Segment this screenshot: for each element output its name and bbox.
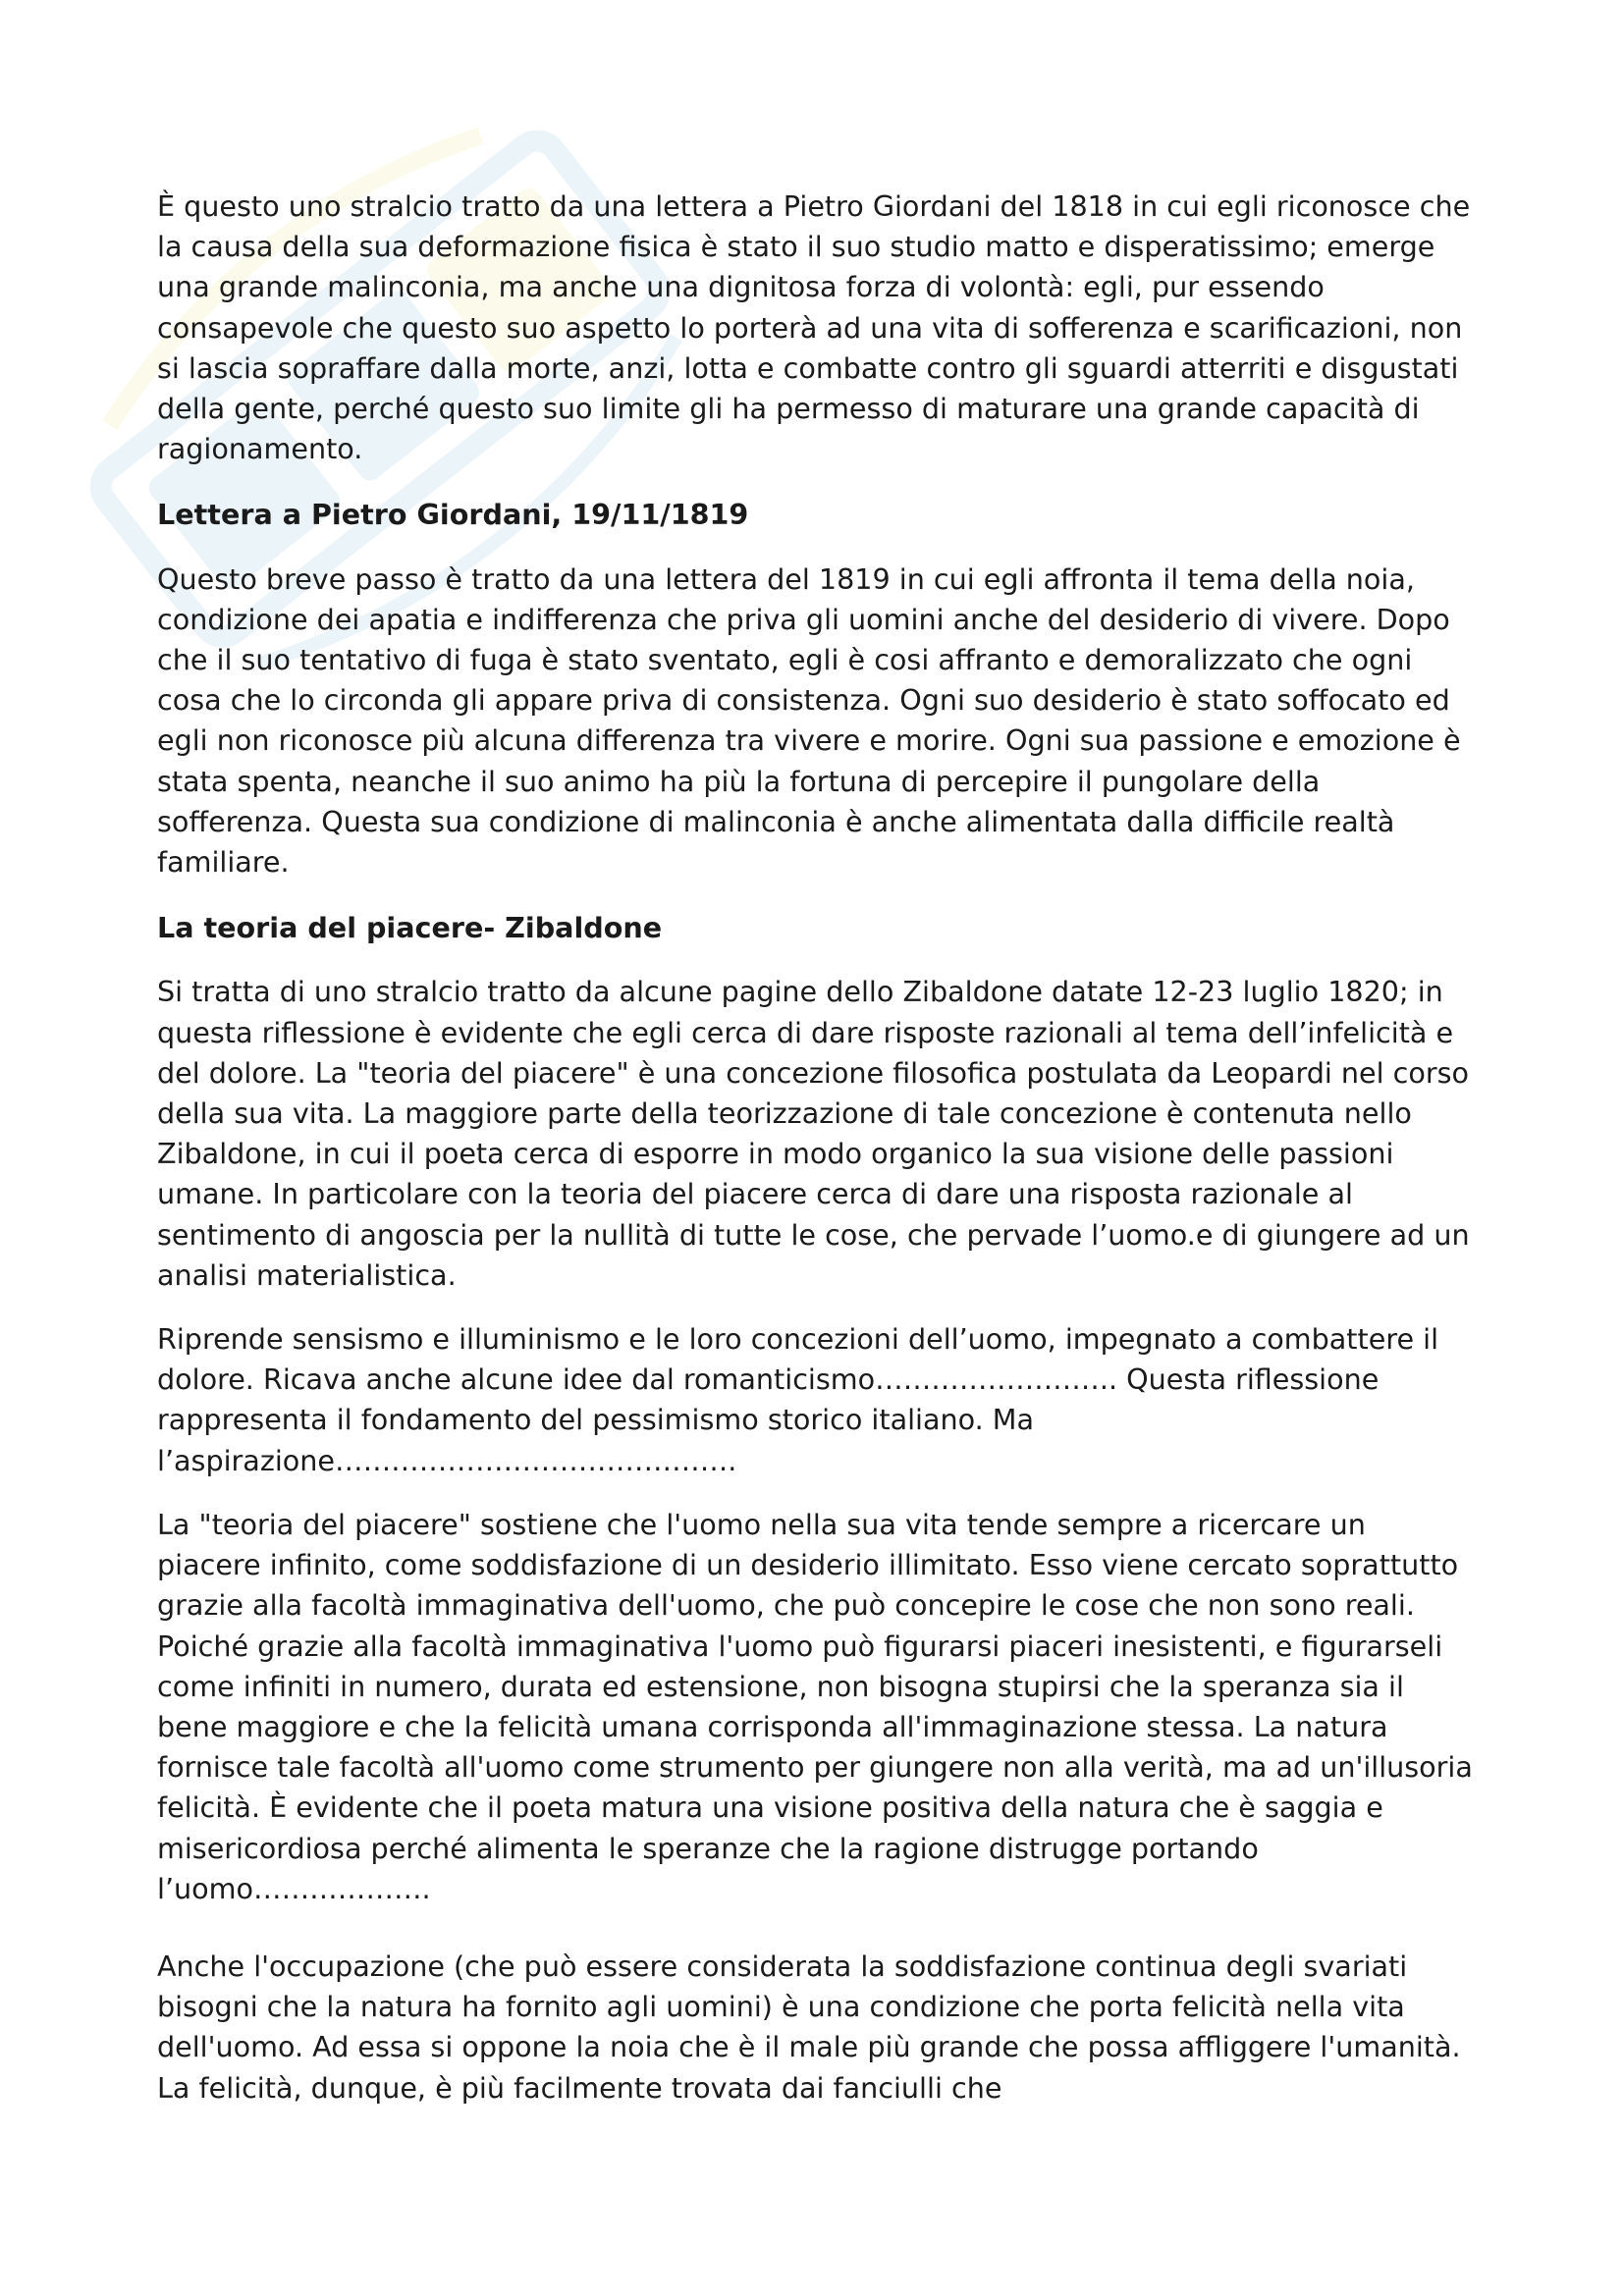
paragraph-zibaldone: Si tratta di uno stralcio tratto da alcune pagine dello Zibaldone datate 12-23 luglio 1820; in questa riflessione è evidente che egli cerca di dare risposte razionali al tema dell’infelicità e del dolore. La "teoria del piacere" è una concezione filosofica postulata da Leopardi nel corso della sua vita. La maggiore parte della teorizzazione di tale concezione è contenuta nello Zibaldone, in cui il poeta cerca di esporre in modo organico la sua visione delle passioni umane. In particolare con la teoria del piacere cerca di dare una risposta razionale al sentimento di angoscia per la nullità di tutte le cose, che pervade l’uomo.e di giungere ad un analisi materialistica. [157, 975, 1470, 1292]
heading-teoria-piacere: La teoria del piacere- Zibaldone [157, 911, 663, 945]
heading-lettera-giordani: Lettera a Pietro Giordani, 19/11/1819 [157, 498, 749, 532]
paragraph-noia: Questo breve passo è tratto da una lettera del 1819 in cui egli affronta il tema della noia, condizione dei apatia e indifferenza che priva gli uomini anche del desiderio di vivere. Dopo che il suo tentativo di fuga è stato sventato, egli è cosi affranto e demoralizzato che ogni cosa che lo circonda gli appare priva di consistenza. Ogni suo desiderio è stato soffocato ed egli non riconosce più alcuna differenza tra vivere e morire. Ogni sua passione e emozione è stata spenta, neanche il suo animo ha più la fortuna di percepire il pungolare della sofferenza. Questa sua condizione di malinconia è anche alimentata dalla difficile realtà familiare. [157, 561, 1461, 880]
paragraph-sensismo: Riprende sensismo e illuminismo e le loro concezioni dell’uomo, impegnato a combattere il dolore. Ricava anche alcune idee dal romanticismo…………………….. Questa riflessione rappresenta il fondamento del pessimismo storico italiano. Ma l’aspirazione……………………………………. [157, 1322, 1439, 1477]
paragraph-teoria: La "teoria del piacere" sostiene che l'uomo nella sua vita tende sempre a ricercare un piacere infinito, come soddisfazione di un desiderio illimitato. Esso viene cercato soprattutto grazie alla facoltà immaginativa dell'uomo, che può concepire le cose che non sono reali. Poiché grazie alla facoltà immaginativa l'uomo può figurarsi piaceri inesistenti, e figurarseli come infiniti in numero, durata ed estensione, non bisogna stupirsi che la speranza sia il bene maggiore e che la felicità umana corrisponda all'immaginazione stessa. La natura fornisce tale facoltà all'uomo come strumento per giungere non alla verità, ma ad un'illusoria felicità. È evidente che il poeta matura una visione positiva della natura che è saggia e misericordiosa perché alimenta le speranze che la ragione distrugge portando l’uomo………………. [157, 1507, 1473, 1905]
paragraph-intro: È questo uno stralcio tratto da una lettera a Pietro Giordani del 1818 in cui egli riconosce che la causa della sua deformazione fisica è stato il suo studio matto e disperatissimo; emerge una grande malinconia, ma anche una dignitosa forza di volontà: egli, pur essendo consapevole che questo suo aspetto lo porterà ad una vita di sofferenza e scarificazioni, non si lascia sopraffare dalla morte, anzi, lotta e combatte contro gli sguardi atterriti e disgustati della gente, perché questo suo limite gli ha permesso di maturare una grande capacità di ragionamento. [157, 189, 1471, 466]
paragraph-occupazione: Anche l'occupazione (che può essere considerata la soddisfazione continua degli svariati bisogni che la natura ha fornito agli uomini) è una condizione che porta felicità nella vita dell'uomo. Ad essa si oppone la noia che è il male più grande che possa affliggere l'umanità. La felicità, dunque, è più facilmente trovata dai fanciulli che [157, 1949, 1461, 2105]
document-body [157, 187, 1478, 2109]
